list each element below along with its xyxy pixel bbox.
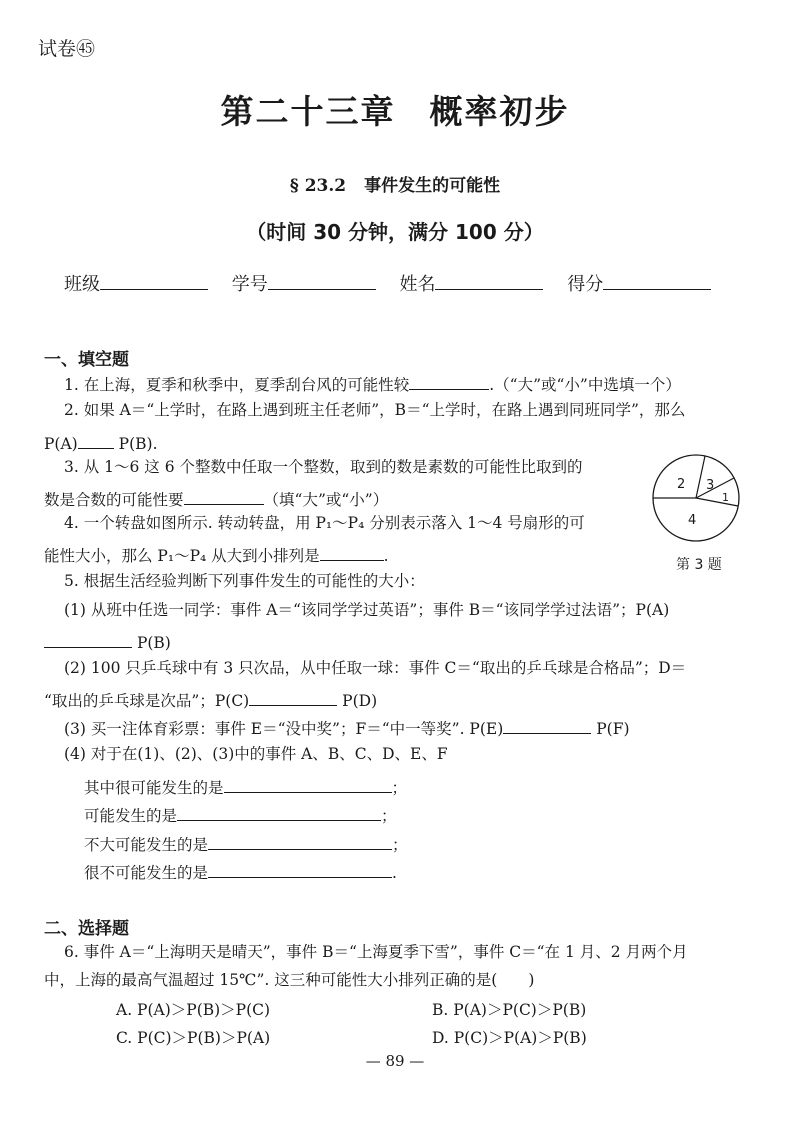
option-a[interactable]: A. P(A)＞P(B)＞P(C): [116, 1001, 271, 1019]
q3-tail: （填“大”或“小”）: [263, 491, 389, 509]
q1-tail: .（“大”或“小”中选填一个）: [489, 376, 681, 394]
q1-blank[interactable]: [409, 371, 489, 390]
q3-blank[interactable]: [184, 486, 264, 505]
q2-pb: P(B).: [118, 435, 158, 453]
q5-r4-period: .: [392, 864, 397, 882]
question-1: [64, 371, 681, 395]
figure-caption: 第 3 题: [676, 557, 722, 573]
question-2-line-2: [44, 430, 158, 454]
class-blank[interactable]: [100, 271, 208, 290]
spinner-divider-lower-right: [696, 498, 738, 506]
q2-pa: P(A): [44, 435, 78, 453]
number-label: 学号: [231, 274, 268, 295]
q1-text: 1. 在上海，夏季和秋季中，夏季刮台风的可能性较: [64, 376, 410, 394]
question-3-line-2: [44, 486, 388, 510]
score-field: [567, 270, 711, 296]
q4-blank[interactable]: [320, 542, 384, 561]
student-info-row: [64, 270, 729, 296]
question-5-3: [64, 715, 630, 739]
q5-r1-label: 其中很可能发生的是: [84, 779, 224, 797]
section-name: 事件发生的可能性: [364, 176, 501, 196]
q5-1-pb: P(B): [136, 634, 171, 652]
spinner-figure: [648, 450, 748, 550]
question-4-line-2: [44, 542, 389, 566]
q5-3-blank[interactable]: [503, 715, 591, 734]
q5-answer-row-1: [84, 774, 407, 798]
question-5-1-line-2: [44, 629, 171, 653]
question-2-line-1: 2. 如果 A＝“上学时，在路上遇到班主任老师”，B＝“上学时，在路上遇到同班同学”，那么: [64, 401, 686, 419]
q5-r3-label: 不大可能发生的是: [84, 836, 209, 854]
class-field: [64, 270, 208, 296]
q5-r3-blank[interactable]: [208, 831, 392, 850]
name-label: 姓名: [399, 274, 436, 295]
q5-2-text: “取出的乒乓球是次品”；P(C): [44, 692, 250, 710]
q4-tail: .: [383, 547, 389, 565]
option-c[interactable]: C. P(C)＞P(B)＞P(A): [116, 1029, 271, 1047]
q5-r1-semicolon: ；: [391, 779, 408, 797]
q5-1-blank[interactable]: [44, 629, 132, 648]
sector-label-2: 2: [677, 477, 686, 492]
q5-r2-label: 可能发生的是: [84, 807, 178, 825]
question-5-2-line-1: (2) 100 只乒乓球中有 3 只次品，从中任取一球：事件 C＝“取出的乒乓球是合格品”；D＝: [64, 659, 687, 677]
page-number: — 89 —: [365, 1052, 425, 1070]
number-field: [232, 270, 376, 296]
question-6-line-1: 6. 事件 A＝“上海明天是晴天”，事件 B＝“上海夏季下雪”，事件 C＝“在 1 月、2 月两个月: [64, 943, 688, 961]
part1-heading: 一、填空题: [44, 350, 129, 370]
score-label: 得分: [567, 274, 604, 295]
question-5-2-line-2: [44, 687, 377, 711]
chapter-topic: 概率初步: [429, 92, 570, 131]
q5-answer-row-4: [84, 859, 397, 883]
q5-r4-label: 很不可能发生的是: [84, 864, 209, 882]
q5-2-pd: P(D): [342, 692, 378, 710]
q5-2-blank[interactable]: [249, 687, 337, 706]
question-5-intro: 5. 根据生活经验判断下列事件发生的可能性的大小：: [64, 572, 425, 590]
q5-r4-blank[interactable]: [208, 859, 392, 878]
sector-label-4: 4: [688, 513, 697, 528]
option-b[interactable]: B. P(A)＞P(C)＞P(B): [432, 1001, 587, 1019]
section-number: § 23.2: [289, 176, 347, 196]
question-5-1-line-1: (1) 从班中任选一同学：事件 A＝“该同学学过英语”；事件 B＝“该同学学过法语”；P(A): [64, 601, 670, 619]
q5-answer-row-3: [84, 831, 408, 855]
class-label: 班级: [64, 274, 100, 295]
number-blank[interactable]: [268, 271, 376, 290]
q5-r2-blank[interactable]: [177, 802, 381, 821]
chapter-number: 第二十三章: [220, 92, 396, 131]
sector-label-1: 1: [722, 491, 729, 504]
question-5-4: (4) 对于在(1)、(2)、(3)中的事件 A、B、C、D、E、F: [64, 745, 448, 763]
score-blank[interactable]: [603, 271, 711, 290]
question-4-line-1: 4. 一个转盘如图所示. 转动转盘，用 P₁～P₄ 分别表示落入 1～4 号扇形的可: [64, 514, 585, 532]
section-title: [0, 171, 790, 196]
q5-r1-blank[interactable]: [224, 774, 392, 793]
q2-blank[interactable]: [78, 430, 114, 449]
paper-id: 试卷㊺: [38, 38, 96, 60]
q5-3-pf: P(F): [596, 720, 630, 738]
q4-text: 能性大小，那么 P₁～P₄ 从大到小排列是: [44, 547, 320, 565]
q5-answer-row-2: [84, 802, 397, 826]
question-6-line-2: 中，上海的最高气温超过 15℃”. 这三种可能性大小排列正确的是( ): [44, 971, 535, 989]
q5-r2-semicolon: ；: [381, 807, 397, 825]
time-limit: （时间 30 分钟，满分 100 分）: [246, 220, 544, 244]
chapter-title: [0, 86, 790, 133]
option-d[interactable]: D. P(C)＞P(A)＞P(B): [432, 1029, 587, 1047]
question-3-line-1: 3. 从 1～6 这 6 个整数中任取一个整数，取到的数是素数的可能性比取到的: [64, 458, 583, 476]
name-blank[interactable]: [435, 271, 543, 290]
q5-r3-semicolon: ；: [392, 836, 408, 854]
sector-label-3: 3: [706, 478, 715, 493]
q3-text: 数是合数的可能性要: [44, 491, 184, 509]
part2-heading: 二、选择题: [44, 919, 129, 939]
q5-3-text: (3) 买一注体育彩票：事件 E＝“没中奖”；F＝“中一等奖”. P(E): [64, 720, 504, 738]
name-field: [399, 270, 543, 296]
spinner-divider-top: [696, 456, 705, 498]
